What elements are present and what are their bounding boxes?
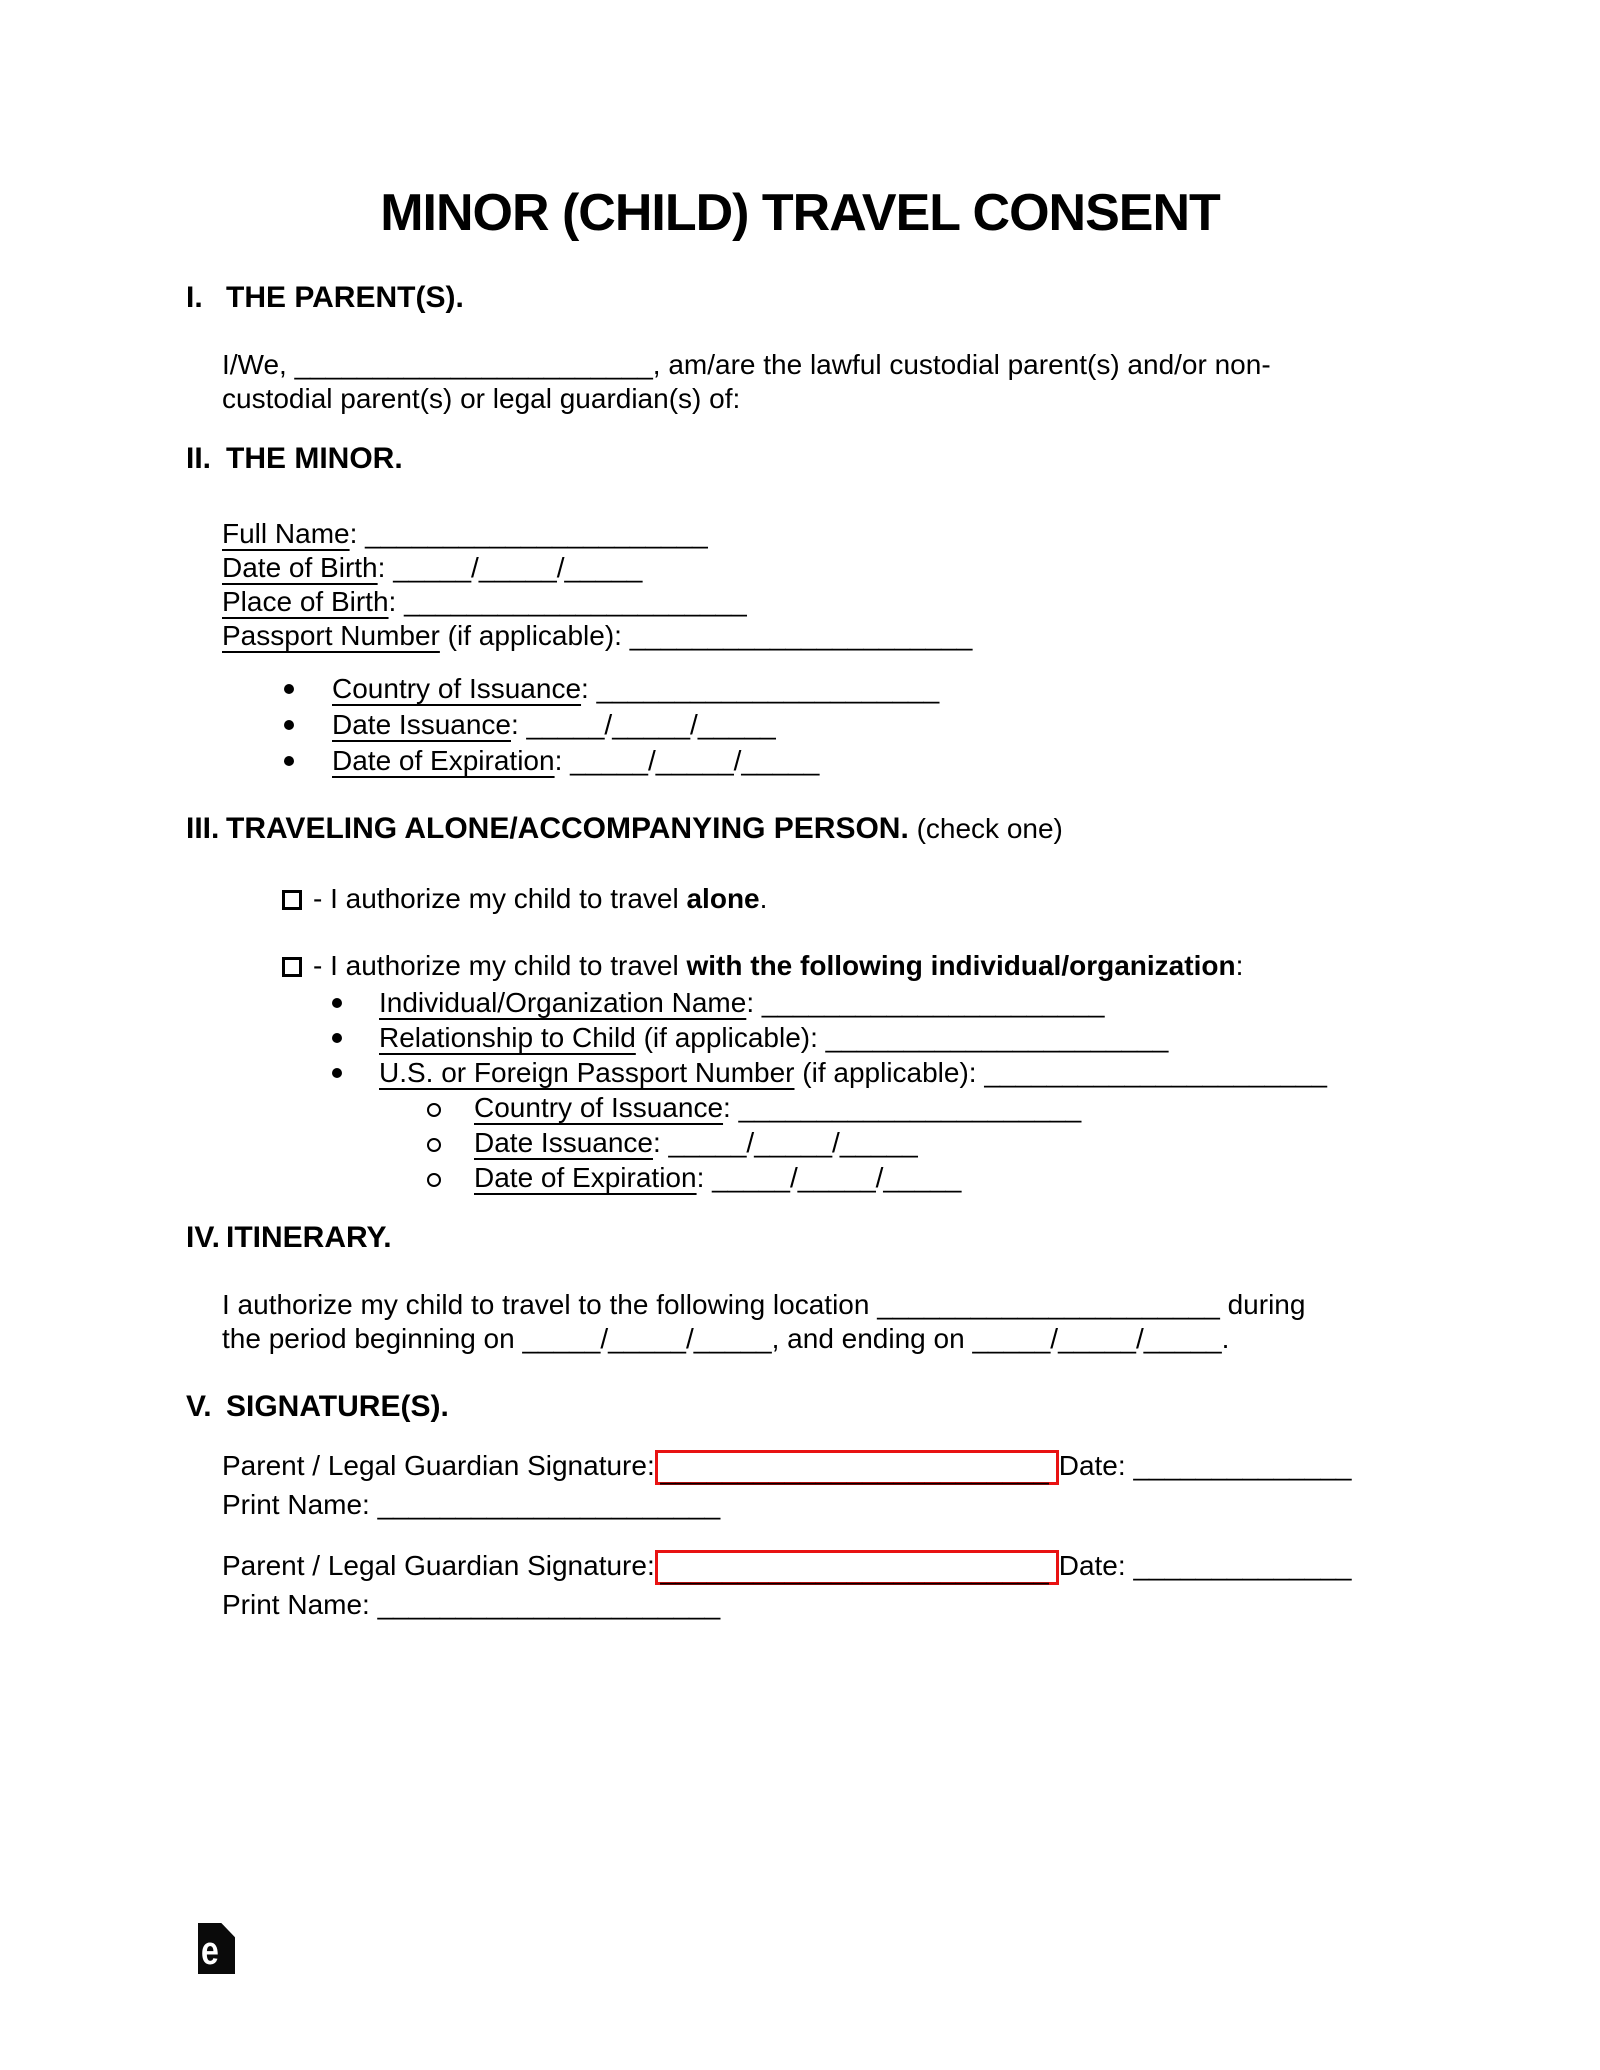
circle-bullet-icon (427, 1103, 441, 1117)
signature-row-1 (222, 1446, 1522, 1486)
field-label: Country of Issuance (332, 673, 582, 704)
section-itinerary-heading (186, 1220, 1486, 1256)
option-travel-alone (222, 882, 1492, 916)
page-title: MINOR (CHILD) TRAVEL CONSENT (380, 184, 1220, 242)
section-signatures-title: SIGNATURE(S). (226, 1390, 449, 1423)
minor-field-passport-number (222, 619, 1492, 653)
section-traveling-heading (186, 811, 1486, 847)
itinerary-line-1: I authorize my child to travel to the following location ______________________ during (222, 1289, 1306, 1320)
section-minor-numeral: II. (186, 442, 212, 475)
list-item (222, 743, 1492, 779)
circle-bullet-icon (427, 1173, 441, 1187)
traveling-sub-bullet-list (222, 1090, 1492, 1195)
signature-field[interactable] (655, 1450, 1059, 1485)
checkbox-icon[interactable] (282, 890, 302, 910)
parent-line-2: custodial parent(s) or legal guardian(s) of: (222, 383, 741, 414)
minor-bullet-list (222, 671, 1492, 779)
print-name-label: Print Name: (222, 1589, 370, 1620)
list-item (222, 1055, 1492, 1090)
itinerary-line-2: the period beginning on _____/_____/_____, and ending on _____/_____/_____. (222, 1323, 1230, 1354)
field-blank: : _____/_____/_____ (554, 745, 820, 776)
field-blank: : _____/_____/_____ (696, 1162, 962, 1193)
signature-label: Parent / Legal Guardian Signature: (222, 1550, 655, 1581)
check-one-note: (check one) (908, 813, 1063, 844)
section-signatures-numeral: V. (186, 1390, 212, 1423)
section-traveling-title: TRAVELING ALONE/ACCOMPANYING PERSON. (check one) (226, 812, 1063, 845)
list-item (222, 1160, 1492, 1195)
field-label: Date of Expiration (332, 745, 555, 776)
date-label: Date: (1058, 1450, 1126, 1481)
signature-label: Parent / Legal Guardian Signature: (222, 1450, 655, 1481)
list-item (222, 1125, 1492, 1160)
field-blank: (if applicable): ______________________ (794, 1057, 1327, 1088)
field-label: Date of Expiration (474, 1162, 697, 1193)
print-name-blank: ______________________ (369, 1589, 721, 1620)
field-blank: : _____/_____/_____ (377, 552, 643, 583)
section-itinerary-title: ITINERARY. (226, 1221, 392, 1254)
field-label: Individual/Organization Name (379, 987, 747, 1018)
date-blank: ______________ (1125, 1450, 1352, 1481)
signature-row-2 (222, 1546, 1522, 1586)
eforms-logo (198, 1923, 235, 1974)
section-itinerary-numeral: IV. (186, 1221, 220, 1254)
minor-field-place-of-birth (222, 585, 1492, 619)
parent-line-1: I/We, _______________________, am/are the lawful custodial parent(s) and/or non- (222, 349, 1271, 380)
field-label: Full Name (222, 518, 350, 549)
minor-field-date-of-birth (222, 551, 1492, 585)
bullet-icon (284, 684, 294, 694)
field-label: Date Issuance (332, 709, 511, 740)
option-text: - I authorize my child to travel alone. (313, 883, 768, 914)
date-label: Date: (1058, 1550, 1126, 1581)
field-label: Country of Issuance (474, 1092, 724, 1123)
logo-letter: e (201, 1929, 219, 1973)
field-label: U.S. or Foreign Passport Number (379, 1057, 795, 1088)
checkbox-icon[interactable] (282, 957, 302, 977)
section-parent-heading (186, 280, 1486, 316)
field-blank: : ______________________ (581, 673, 940, 704)
field-blank: : ______________________ (349, 518, 708, 549)
signature-blank: _________________________ (659, 1455, 1050, 1485)
field-blank: : _____/_____/_____ (511, 709, 776, 740)
field-blank: : ______________________ (388, 586, 747, 617)
option-text: - I authorize my child to travel with the following individual/organization: (313, 950, 1244, 981)
list-item (222, 707, 1492, 743)
traveling-bullet-list (222, 985, 1492, 1090)
minor-field-full-name (222, 517, 1492, 551)
print-name-row-2 (222, 1588, 1492, 1622)
section-minor-title: THE MINOR. (226, 442, 403, 475)
field-blank: : ______________________ (723, 1092, 1082, 1123)
section-minor-heading (186, 441, 1486, 477)
print-name-label: Print Name: (222, 1489, 370, 1520)
section-parent-title: THE PARENT(S). (226, 281, 464, 314)
signature-blank: _________________________ (659, 1555, 1050, 1585)
section-traveling-numeral: III. (186, 812, 220, 845)
signature-field[interactable] (655, 1550, 1059, 1585)
circle-bullet-icon (427, 1138, 441, 1152)
minor-fields (222, 517, 1492, 653)
list-item (222, 1020, 1492, 1055)
bullet-icon (332, 998, 342, 1008)
list-item (222, 671, 1492, 707)
print-name-row-1 (222, 1488, 1492, 1522)
field-blank: (if applicable): ______________________ (635, 1022, 1169, 1053)
field-label: Date Issuance (474, 1127, 653, 1158)
folded-corner-icon (223, 1924, 235, 1937)
bullet-icon (284, 756, 294, 766)
field-label: Relationship to Child (379, 1022, 636, 1053)
section-parent-numeral: I. (186, 281, 203, 314)
field-label: Place of Birth (222, 586, 389, 617)
date-blank: ______________ (1125, 1550, 1352, 1581)
list-item (222, 1090, 1492, 1125)
field-blank: (if applicable): ______________________ (439, 620, 973, 651)
field-label: Date of Birth (222, 552, 378, 583)
section-signatures-heading (186, 1389, 1486, 1425)
bullet-icon (284, 720, 294, 730)
parent-paragraph (222, 348, 1492, 416)
bullet-icon (332, 1033, 342, 1043)
print-name-blank: ______________________ (369, 1489, 721, 1520)
itinerary-paragraph (222, 1288, 1492, 1356)
bullet-icon (332, 1068, 342, 1078)
field-label: Passport Number (222, 620, 440, 651)
field-blank: : _____/_____/_____ (653, 1127, 918, 1158)
field-blank: : ______________________ (746, 987, 1105, 1018)
list-item (222, 985, 1492, 1020)
option-travel-with (222, 949, 1492, 983)
